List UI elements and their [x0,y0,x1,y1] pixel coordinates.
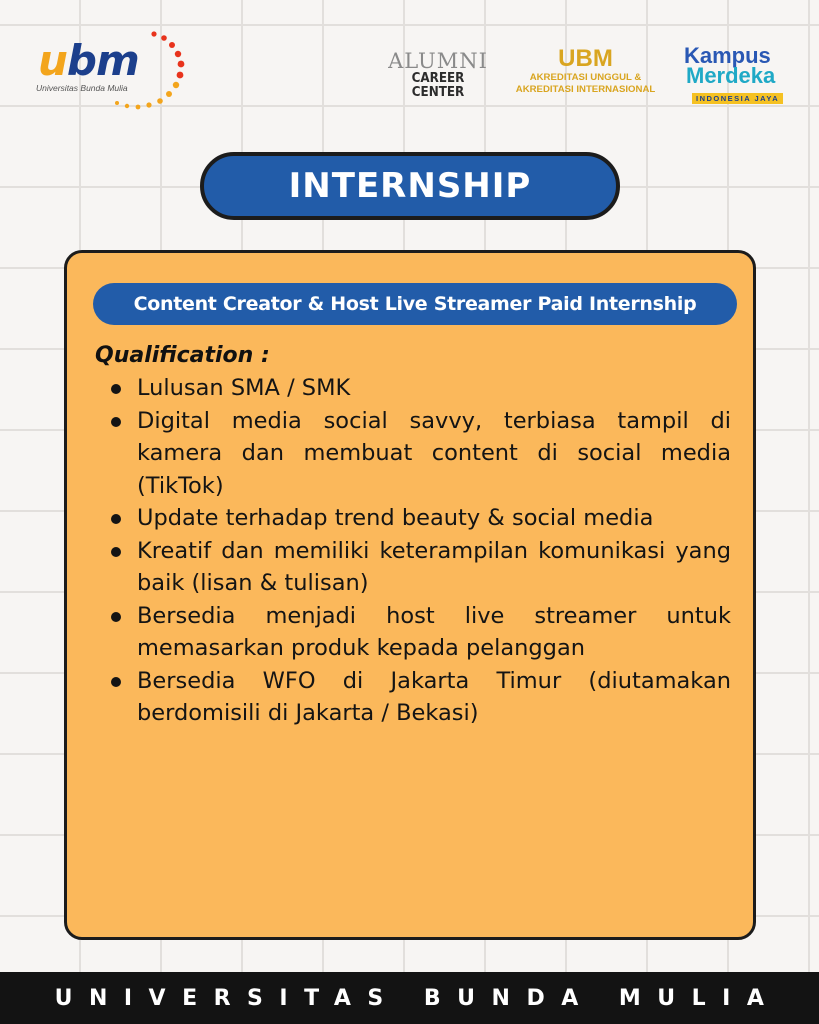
indonesia-jaya-tag: INDONESIA JAYA [692,93,783,104]
page-title-banner [200,152,620,220]
bullet-icon [111,514,121,524]
bullet-icon [111,384,121,394]
bullet-icon [111,677,121,687]
akreditasi-line2: AKREDITASI INTERNASIONAL [515,84,656,95]
ubm-logo [32,28,172,114]
position-title-banner [93,283,737,325]
akreditasi-line1: AKREDITASI UNGGUL & [529,72,642,83]
list-item [111,372,731,405]
list-item [111,502,731,535]
list-item-text: Lulusan SMA / SMK [137,375,351,401]
alumni-wordmark: ALUMNI [388,49,488,73]
footer-text: UNIVERSITAS BUNDA MULIA [54,985,781,1011]
ubm-subtitle: Universitas Bunda Mulia [36,83,128,93]
list-item [111,665,731,730]
list-item [111,600,731,665]
bullet-icon [111,612,121,622]
list-item [111,405,731,503]
position-title: Content Creator & Host Live Streamer Paid Internship [133,293,697,315]
kampus-merdeka-logo [684,43,790,103]
alumni-career-center-logo [386,49,490,100]
ubm-wordmark: ubm [38,36,139,85]
footer-bar [0,972,819,1024]
job-card [64,250,756,940]
list-item-text: Update terhadap trend beauty & social media [137,505,654,531]
list-item-text: Digital media social savvy, terbiasa tampil di kamera dan membuat content di social media (TikTok) [137,407,731,499]
kampus-text: Kampus [684,43,771,68]
list-item-text: Bersedia WFO di Jakarta Timur (diutamakan berdomisili di Jakarta / Bekasi) [137,667,731,726]
qualification-list [111,372,731,730]
akreditasi-logo [503,46,668,102]
bullet-icon [111,547,121,557]
list-item-text: Kreatif dan memiliki keterampilan komunikasi yang baik (lisan & tulisan) [137,537,731,596]
list-item [111,535,731,600]
merdeka-text: Merdeka [686,63,776,88]
career-center-text: CAREER CENTER [411,71,465,100]
list-item-text: Bersedia menjadi host live streamer untuk memasarkan produk kepada pelanggan [137,602,731,661]
qualification-heading: Qualification : [95,343,270,368]
page-title: INTERNSHIP [288,166,532,206]
akreditasi-brand: UBM [558,45,613,72]
bullet-icon [111,417,121,427]
